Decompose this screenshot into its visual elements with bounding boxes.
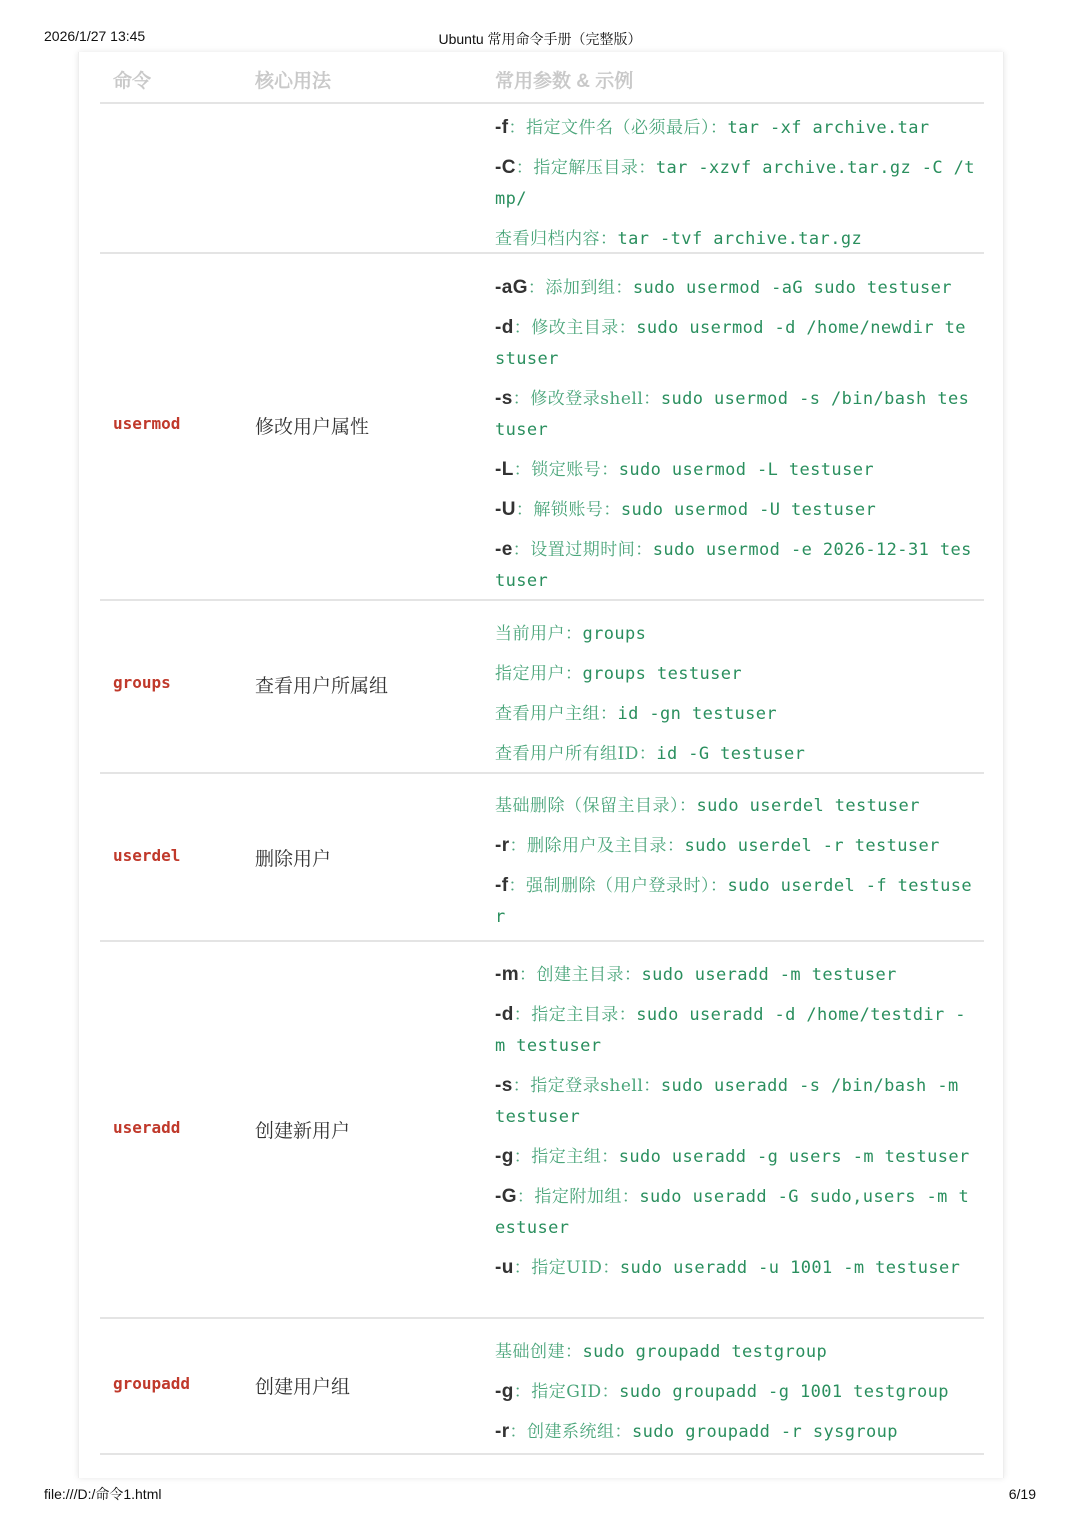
param-desc: ：创建系统组：	[509, 1422, 633, 1442]
param-desc: 当前用户：	[495, 624, 583, 644]
param-flag: -s	[495, 1075, 513, 1096]
param-desc: ：指定GID：	[513, 1382, 620, 1402]
table-row	[100, 254, 984, 601]
param-line	[495, 870, 975, 933]
param-flag: -f	[495, 875, 509, 896]
param-desc: ：指定主目录：	[513, 1005, 637, 1025]
print-header	[0, 28, 1080, 48]
header-command: 命令	[113, 71, 152, 92]
param-example: sudo userdel -r testuser	[684, 836, 940, 856]
param-example: id -gn testuser	[617, 704, 778, 724]
command-name: useradd	[113, 1118, 181, 1137]
param-line	[495, 494, 975, 526]
param-line	[495, 1336, 975, 1368]
param-desc: ：指定文件名（必须最后）：	[508, 118, 728, 138]
param-flag: -s	[495, 388, 513, 409]
param-desc: ：设置过期时间：	[512, 540, 653, 560]
param-desc: ：锁定账号：	[513, 460, 619, 480]
print-date: 2026/1/27 13:45	[44, 28, 146, 44]
param-line	[495, 830, 975, 862]
param-line	[495, 790, 975, 822]
param-desc: ：删除用户及主目录：	[509, 836, 685, 856]
param-flag: -U	[495, 499, 516, 520]
param-example: sudo useradd -u 1001 -m testuser	[619, 1258, 961, 1278]
print-footer	[0, 1484, 1080, 1504]
param-desc: 指定用户：	[495, 664, 583, 684]
command-usage: 查看用户所属组	[255, 676, 389, 697]
param-desc: ：指定UID：	[513, 1258, 620, 1278]
params-cell	[495, 959, 975, 1284]
param-flag: -C	[495, 157, 516, 178]
param-line	[495, 618, 975, 650]
param-desc: ：指定解压目录：	[515, 158, 656, 178]
param-desc: ：修改登录shell：	[512, 389, 661, 409]
param-line	[495, 383, 975, 446]
print-url: file:///D:/命令1.html	[44, 1486, 162, 1502]
table-row	[100, 601, 984, 774]
param-line	[495, 112, 975, 144]
params-cell	[495, 1336, 975, 1448]
command-usage: 创建新用户	[255, 1121, 351, 1142]
params-cell	[495, 790, 975, 933]
table-body	[100, 104, 984, 1455]
param-example: sudo userdel testuser	[696, 796, 920, 816]
param-desc: ：添加到组：	[527, 278, 633, 298]
header-params: 常用参数 & 示例	[495, 71, 634, 92]
param-line	[495, 223, 975, 255]
header-usage: 核心用法	[255, 71, 332, 92]
param-line	[495, 658, 975, 690]
param-example: sudo useradd -g users -m testuser	[618, 1147, 970, 1167]
params-cell	[495, 618, 975, 770]
param-flag: -g	[495, 1381, 514, 1402]
params-cell	[495, 112, 975, 255]
param-desc: 基础删除（保留主目录）：	[495, 796, 697, 816]
param-flag: -m	[495, 964, 520, 985]
param-line	[495, 738, 975, 770]
param-line	[495, 534, 975, 597]
param-flag: -r	[495, 835, 510, 856]
param-example: sudo usermod -U testuser	[620, 500, 877, 520]
param-example: sudo useradd -d /home/testdir -m testuser	[495, 1005, 966, 1056]
param-example: groups	[582, 624, 647, 644]
command-name: usermod	[113, 414, 181, 433]
param-flag: -G	[495, 1186, 517, 1207]
param-line	[495, 1141, 975, 1173]
param-desc: 查看用户主组：	[495, 704, 618, 724]
command-usage: 创建用户组	[255, 1377, 351, 1398]
param-desc: ：修改主目录：	[513, 318, 637, 338]
param-example: id -G testuser	[656, 744, 806, 764]
param-desc: 查看归档内容：	[495, 229, 618, 249]
param-example: sudo userdel -f testuser	[495, 876, 973, 927]
param-example: sudo useradd -G sudo,users -m testuser	[495, 1187, 970, 1238]
param-example: sudo groupadd -r sysgroup	[632, 1422, 898, 1442]
param-example: groups testuser	[582, 664, 743, 684]
command-name: groupadd	[113, 1374, 191, 1393]
param-flag: -g	[495, 1146, 514, 1167]
command-usage: 修改用户属性	[255, 417, 370, 438]
param-line	[495, 1252, 975, 1284]
param-line	[495, 454, 975, 486]
param-line	[495, 698, 975, 730]
table-row	[100, 1319, 984, 1455]
param-line	[495, 959, 975, 991]
param-line	[495, 272, 975, 304]
param-example: sudo useradd -m testuser	[641, 965, 897, 985]
param-flag: -f	[495, 117, 509, 138]
param-example: sudo usermod -s /bin/bash testuser	[495, 389, 970, 440]
table-row	[100, 774, 984, 942]
command-name: groups	[113, 673, 171, 692]
param-desc: 基础创建：	[495, 1342, 583, 1362]
table-row	[100, 942, 984, 1319]
param-line	[495, 1070, 975, 1133]
param-flag: -aG	[495, 277, 528, 298]
param-line	[495, 312, 975, 375]
param-flag: -d	[495, 317, 514, 338]
page-number: 6/19	[1008, 1486, 1036, 1502]
param-desc: ：强制删除（用户登录时）：	[508, 876, 728, 896]
param-flag: -d	[495, 1004, 514, 1025]
param-example: sudo groupadd -g 1001 testgroup	[619, 1382, 949, 1402]
param-flag: -L	[495, 459, 514, 480]
table-header	[100, 54, 984, 104]
param-line	[495, 1181, 975, 1244]
param-desc: 查看用户所有组ID：	[495, 744, 657, 764]
param-desc: ：创建主目录：	[519, 965, 642, 985]
param-line	[495, 999, 975, 1062]
params-cell	[495, 272, 975, 597]
param-line	[495, 1376, 975, 1408]
param-desc: ：指定主组：	[513, 1147, 619, 1167]
param-example: tar -xf archive.tar	[727, 118, 930, 138]
param-example: tar -tvf archive.tar.gz	[617, 229, 863, 249]
param-desc: ：指定登录shell：	[512, 1076, 661, 1096]
param-line	[495, 152, 975, 215]
param-example: tar -xzvf archive.tar.gz -C /tmp/	[495, 158, 975, 209]
param-line	[495, 1416, 975, 1448]
param-flag: -r	[495, 1421, 510, 1442]
param-example: sudo usermod -aG sudo testuser	[632, 278, 952, 298]
print-title: Ubuntu 常用命令手册（完整版）	[438, 31, 642, 47]
param-example: sudo useradd -s /bin/bash -m testuser	[495, 1076, 959, 1127]
param-flag: -u	[495, 1257, 514, 1278]
command-name: userdel	[113, 846, 181, 865]
param-example: sudo usermod -e 2026-12-31 testuser	[495, 540, 972, 591]
param-desc: ：解锁账号：	[515, 500, 621, 520]
param-desc: ：指定附加组：	[516, 1187, 640, 1207]
param-example: sudo groupadd testgroup	[582, 1342, 828, 1362]
param-flag: -e	[495, 539, 513, 560]
param-example: sudo usermod -L testuser	[618, 460, 874, 480]
command-usage: 删除用户	[255, 849, 332, 870]
table-row	[100, 104, 984, 254]
param-example: sudo usermod -d /home/newdir testuser	[495, 318, 966, 369]
command-table	[100, 54, 984, 1455]
